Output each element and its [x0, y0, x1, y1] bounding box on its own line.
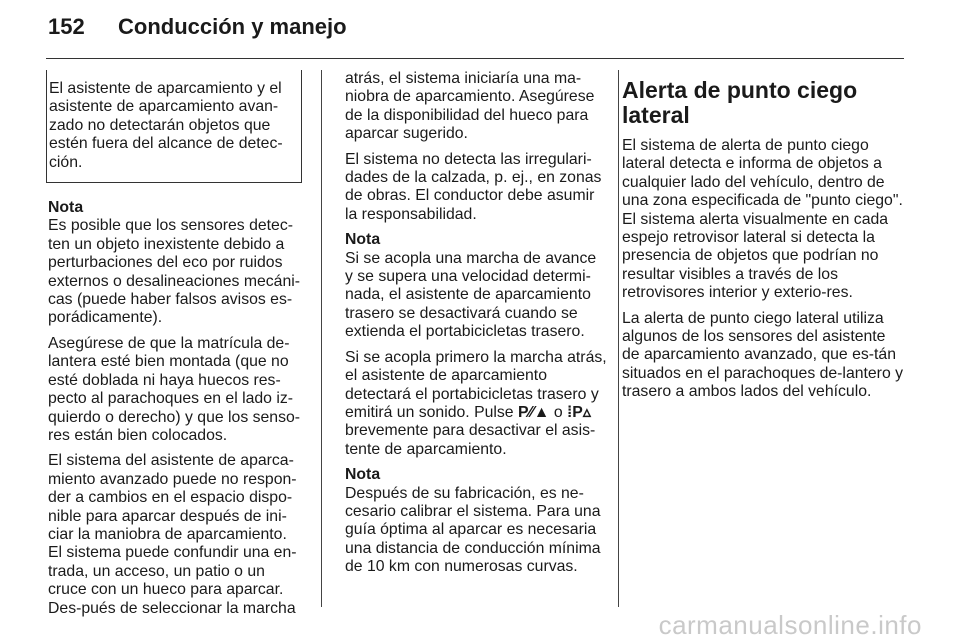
- note-text: Después de su fabricación, es ne-cesario calibrar el sistema. Para una guía óptima al aparcar es necesaria una distancia de conducción mínima de 10 km con numerosas curvas.: [345, 484, 601, 576]
- park-assist-button-icon: P⁄⁄▲: [517, 403, 550, 421]
- paragraph-text: Si se acopla primero la marcha atrás, el asistente de aparcamiento detectará el portabicicletas trasero y emitirá un sonido. Pulse: [345, 348, 607, 421]
- paragraph-text: brevemente para desactivar el asis-tente de aparcamiento.: [345, 422, 596, 458]
- column-divider: [618, 70, 619, 607]
- note-label: Nota: [345, 231, 381, 249]
- column-divider: [321, 70, 322, 607]
- paragraph: La alerta de punto ciego lateral utiliza algunos de los sensores del asistente de aparcamiento avanzado, que es-tán situados en el parachoques de-lantero y trasero a ambos lados del vehículo.: [622, 309, 904, 401]
- page-number: 152: [48, 14, 85, 39]
- paragraph: El sistema no detecta las irregulari-dades de la calzada, p. ej., en zonas de obras. El conductor debe asumir la responsabilidad.: [345, 150, 602, 223]
- park-assist-alt-button-icon: ⁞P▵: [567, 403, 591, 421]
- note-text: Si se acopla una marcha de avance y se supera una velocidad determi-nada, el asistente de aparcamiento trasero se desactivará cuando se extienda el portabicicletas trasero.: [345, 249, 597, 341]
- paragraph: El sistema de alerta de punto ciego lateral detecta e informa de objetos a cualquier lado del vehículo, dentro de una zona especificada de "punto ciego". El sistema alerta visualmente en cada espejo retrovisor lateral si detecta la presencia de objetos que podrían no resultar visibles a través de los retrovisores interior y exterio-res.: [622, 137, 903, 302]
- caution-box: [46, 70, 302, 183]
- page-title: Conducción y manejo: [118, 14, 347, 39]
- paragraph: atrás, el sistema iniciaría una ma-niobra de aparcamiento. Asegúrese de la disponibilidad del hueco para aparcar sugerido.: [345, 70, 595, 143]
- paragraph: El sistema del asistente de aparca-miento avanzado puede no respon-der a cambios en el espacio dispo-nible para aparcar después de ini-ciar la maniobra de aparcamiento. El sistema puede confundir una en-trada, un acceso, un patio o un cruce con un hueco para aparcar. Des-pués de seleccionar la marcha: [48, 452, 297, 617]
- caution-text: El asistente de aparcamiento y el asistente de aparcamiento avan-zado no detectarán objetos que estén fuera del alcance de detec-ción.: [49, 80, 283, 171]
- column-3: [622, 70, 905, 409]
- column-1: [48, 70, 302, 625]
- note-text: Es posible que los sensores detec-ten un objeto inexistente debido a perturbaciones del eco por ruidos externos o desalineaciones mecáni-cas (puede haber falsos avisos es-porádicamente).: [48, 217, 301, 327]
- paragraph: [345, 349, 607, 459]
- page-header: [48, 14, 347, 40]
- section-heading: Alerta de punto ciego lateral: [622, 77, 858, 128]
- note-label: Nota: [345, 466, 381, 484]
- conjunction: o: [553, 403, 563, 421]
- paragraph: Asegúrese de que la matrícula de-lantera esté bien montada (que no esté doblada ni haya huecos res-pecto al parachoques en el lado iz-quierdo o derecho) y que los senso-res están bien colocados.: [48, 334, 301, 444]
- note-label: Nota: [48, 199, 84, 217]
- watermark: carmanualsonline.info: [658, 610, 922, 640]
- column-2: [345, 70, 607, 584]
- header-rule: [46, 58, 904, 59]
